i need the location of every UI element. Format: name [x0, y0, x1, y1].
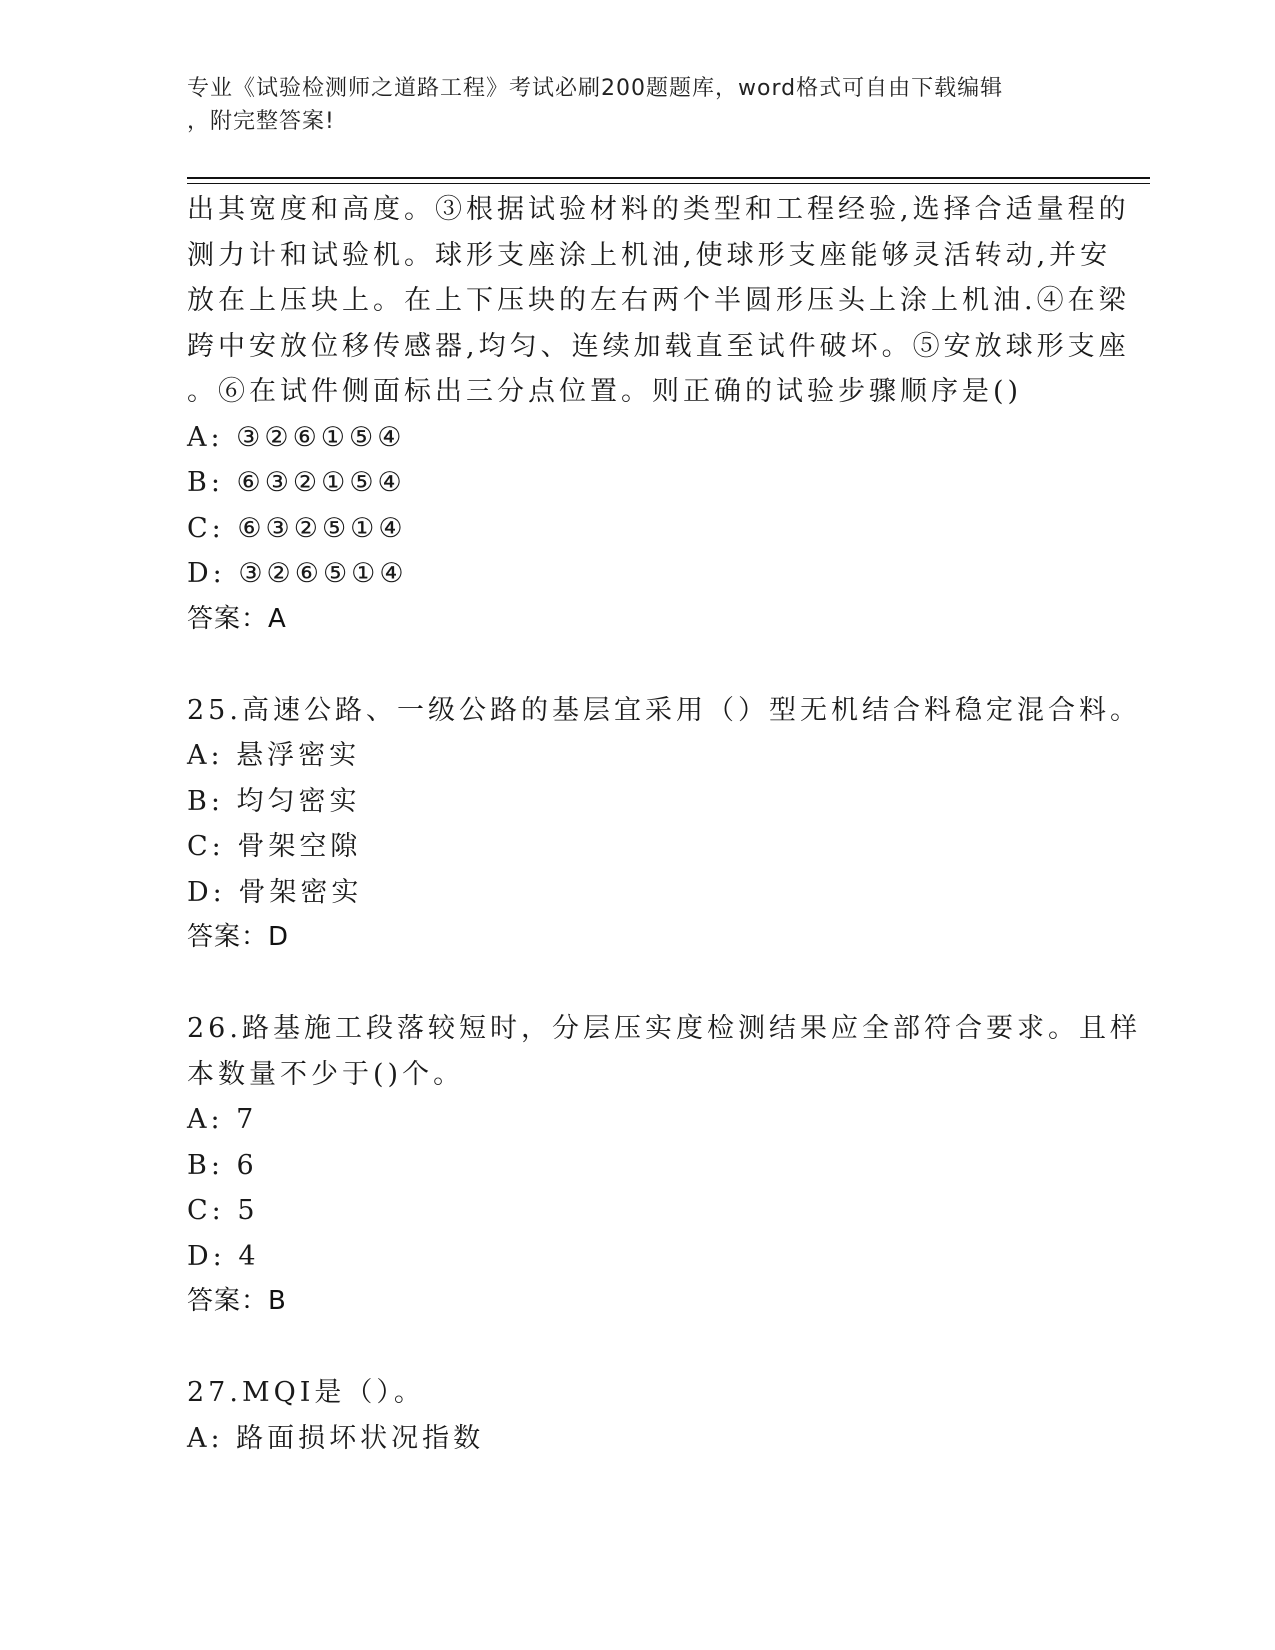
spacer: [187, 1325, 1087, 1371]
spacer: [187, 642, 1087, 688]
header-line-2: ，附完整答案!: [187, 109, 335, 134]
question-25: [187, 688, 1141, 961]
question-text-line: 。⑥在试件侧面标出三分点位置。则正确的试验步骤顺序是(): [187, 376, 1023, 407]
question-text-line: 25.高速公路、一级公路的基层宜采用（）型无机结合料稳定混合料。: [187, 694, 1141, 726]
answer-label: 答案：D: [187, 922, 290, 952]
option-a: A: 路面损坏状况指数: [187, 1422, 485, 1454]
option-a: A: 7: [187, 1104, 258, 1135]
page-header: [187, 72, 1087, 138]
answer-label: 答案：B: [187, 1286, 287, 1316]
question-text-line: 本数量不少于()个。: [187, 1058, 465, 1090]
header-divider-thin: [187, 183, 1150, 184]
option-b: B: ⑥③②①⑤④: [187, 467, 406, 498]
option-b: B: 均匀密实: [187, 785, 361, 817]
question-text-line: 测力计和试验机。球形支座涂上机油,使球形支座能够灵活转动,并安: [187, 239, 1112, 271]
question-27: [187, 1370, 1087, 1461]
spacer: [187, 961, 1087, 1007]
question-text-line: 27.MQI是（）。: [187, 1377, 425, 1408]
question-text-line: 放在上压块上。在上下压块的左右两个半圆形压头上涂上机油.④在梁: [187, 285, 1130, 316]
option-b: B: 6: [187, 1149, 258, 1181]
question-26: [187, 1006, 1141, 1325]
question-content: [187, 187, 1141, 1461]
option-a: A: 悬浮密实: [187, 740, 361, 771]
option-d: D: 骨架密实: [187, 876, 363, 908]
question-text-line: 26.路基施工段落较短时，分层压实度检测结果应全部符合要求。且样: [187, 1013, 1141, 1044]
option-c: C: 5: [187, 1195, 259, 1226]
header-line-1: 专业《试验检测师之道路工程》考试必刷200题题库，word格式可自由下载编辑: [187, 76, 1004, 101]
answer-label: 答案：A: [187, 603, 287, 634]
question-text-line: 跨中安放位移传感器,均匀、连续加载直至试件破坏。⑤安放球形支座: [187, 330, 1130, 362]
option-a: A: ③②⑥①⑤④: [187, 421, 406, 453]
header-divider-thick: [187, 177, 1150, 179]
question-24: [187, 187, 1130, 642]
option-d: D: ③②⑥⑤①④: [187, 558, 408, 589]
option-c: C: 骨架空隙: [187, 831, 362, 862]
option-d: D: 4: [187, 1240, 260, 1272]
question-text-line: 出其宽度和高度。③根据试验材料的类型和工程经验,选择合适量程的: [187, 194, 1130, 225]
option-c: C: ⑥③②⑤①④: [187, 512, 407, 544]
